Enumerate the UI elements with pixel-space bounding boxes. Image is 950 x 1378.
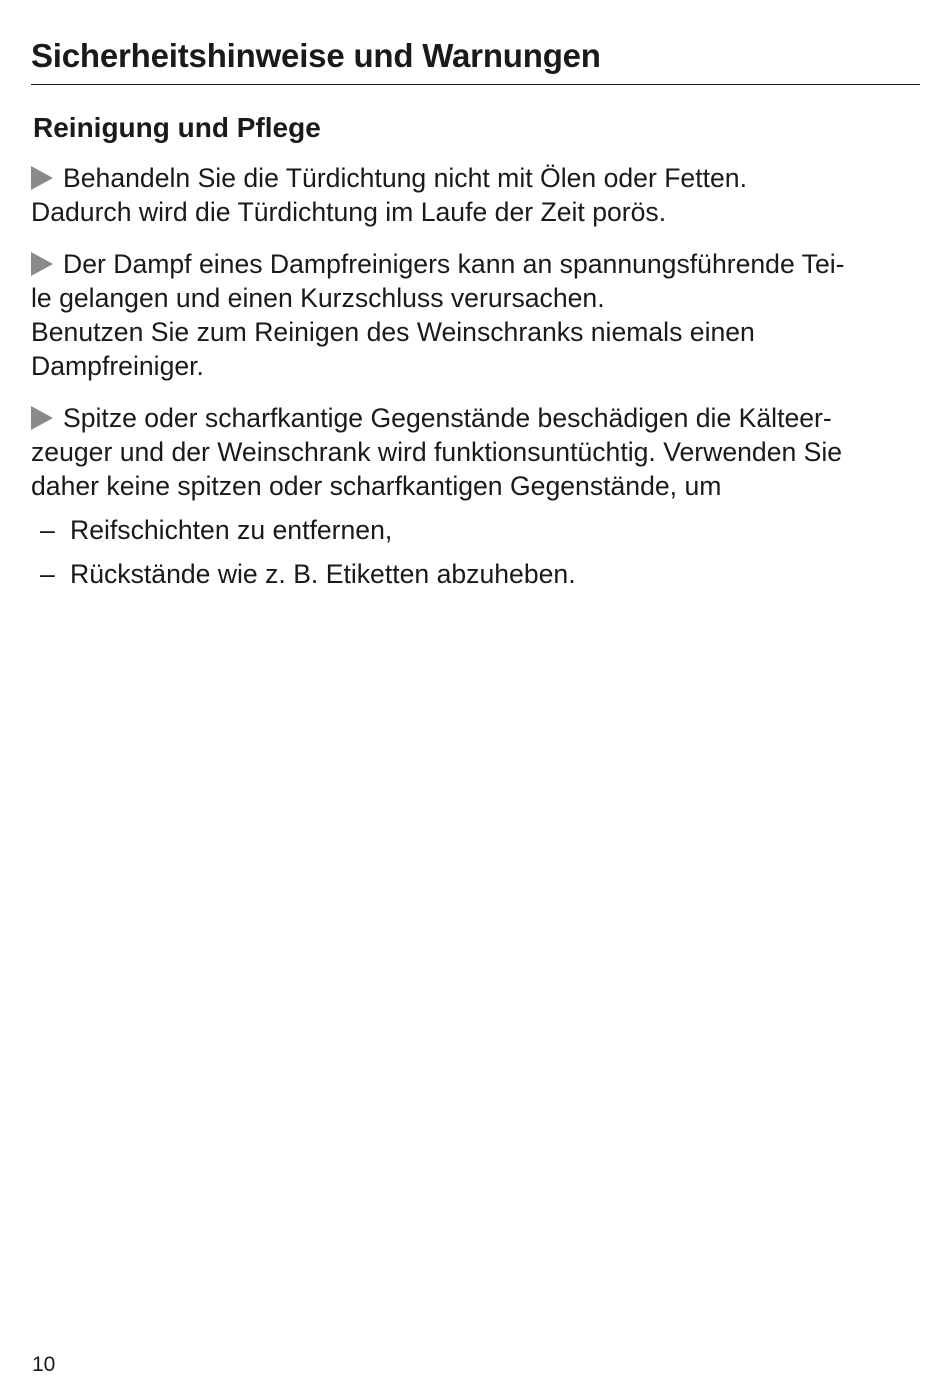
triangle-right-icon bbox=[31, 166, 53, 190]
paragraph-text: Behandeln Sie die Türdichtung nicht mit Ölen oder Fetten. bbox=[63, 163, 747, 193]
list-item bbox=[31, 513, 926, 547]
paragraph-line: Dadurch wird die Türdichtung im Laufe der Zeit porös. bbox=[31, 197, 667, 228]
paragraph-text: Der Dampf eines Dampfreinigers kann an spannungsführende Tei- bbox=[63, 248, 845, 279]
section-title: Reinigung und Pflege bbox=[33, 112, 321, 143]
list-item-text: Rückstände wie z. B. Etiketten abzuheben. bbox=[70, 558, 576, 589]
dash-list bbox=[31, 513, 926, 592]
paragraph-line: Benutzen Sie zum Reinigen des Weinschranks niemals einen bbox=[31, 317, 755, 348]
list-item bbox=[31, 557, 926, 591]
page-header bbox=[31, 36, 920, 85]
warning-paragraph bbox=[31, 247, 926, 384]
paragraph-line: Dampfreiniger. bbox=[31, 351, 204, 382]
warning-paragraph bbox=[31, 401, 926, 504]
triangle-right-icon bbox=[31, 252, 53, 276]
paragraph-line: zeuger und der Weinschrank wird funktionsuntüchtig. Verwenden Sie bbox=[31, 437, 843, 468]
page-title: Sicherheitshinweise und Warnungen bbox=[31, 37, 601, 74]
paragraph-line bbox=[31, 401, 926, 435]
paragraph-line: le gelangen und einen Kurzschluss verursachen. bbox=[31, 282, 605, 313]
paragraph-line: daher keine spitzen oder scharfkantigen Gegenstände, um bbox=[31, 471, 722, 502]
paragraph-line bbox=[31, 247, 926, 281]
paragraph-line bbox=[31, 161, 926, 195]
paragraph-text: Spitze oder scharfkantige Gegenstände beschädigen die Kälteer- bbox=[63, 402, 832, 433]
warning-paragraph bbox=[31, 161, 926, 230]
dash-bullet: – bbox=[40, 514, 55, 545]
triangle-right-icon bbox=[31, 406, 53, 430]
list-item-text: Reifschichten zu entfernen, bbox=[70, 514, 393, 545]
dash-bullet: – bbox=[40, 558, 55, 589]
section-content bbox=[31, 161, 926, 601]
page-number: 10 bbox=[32, 1353, 56, 1376]
